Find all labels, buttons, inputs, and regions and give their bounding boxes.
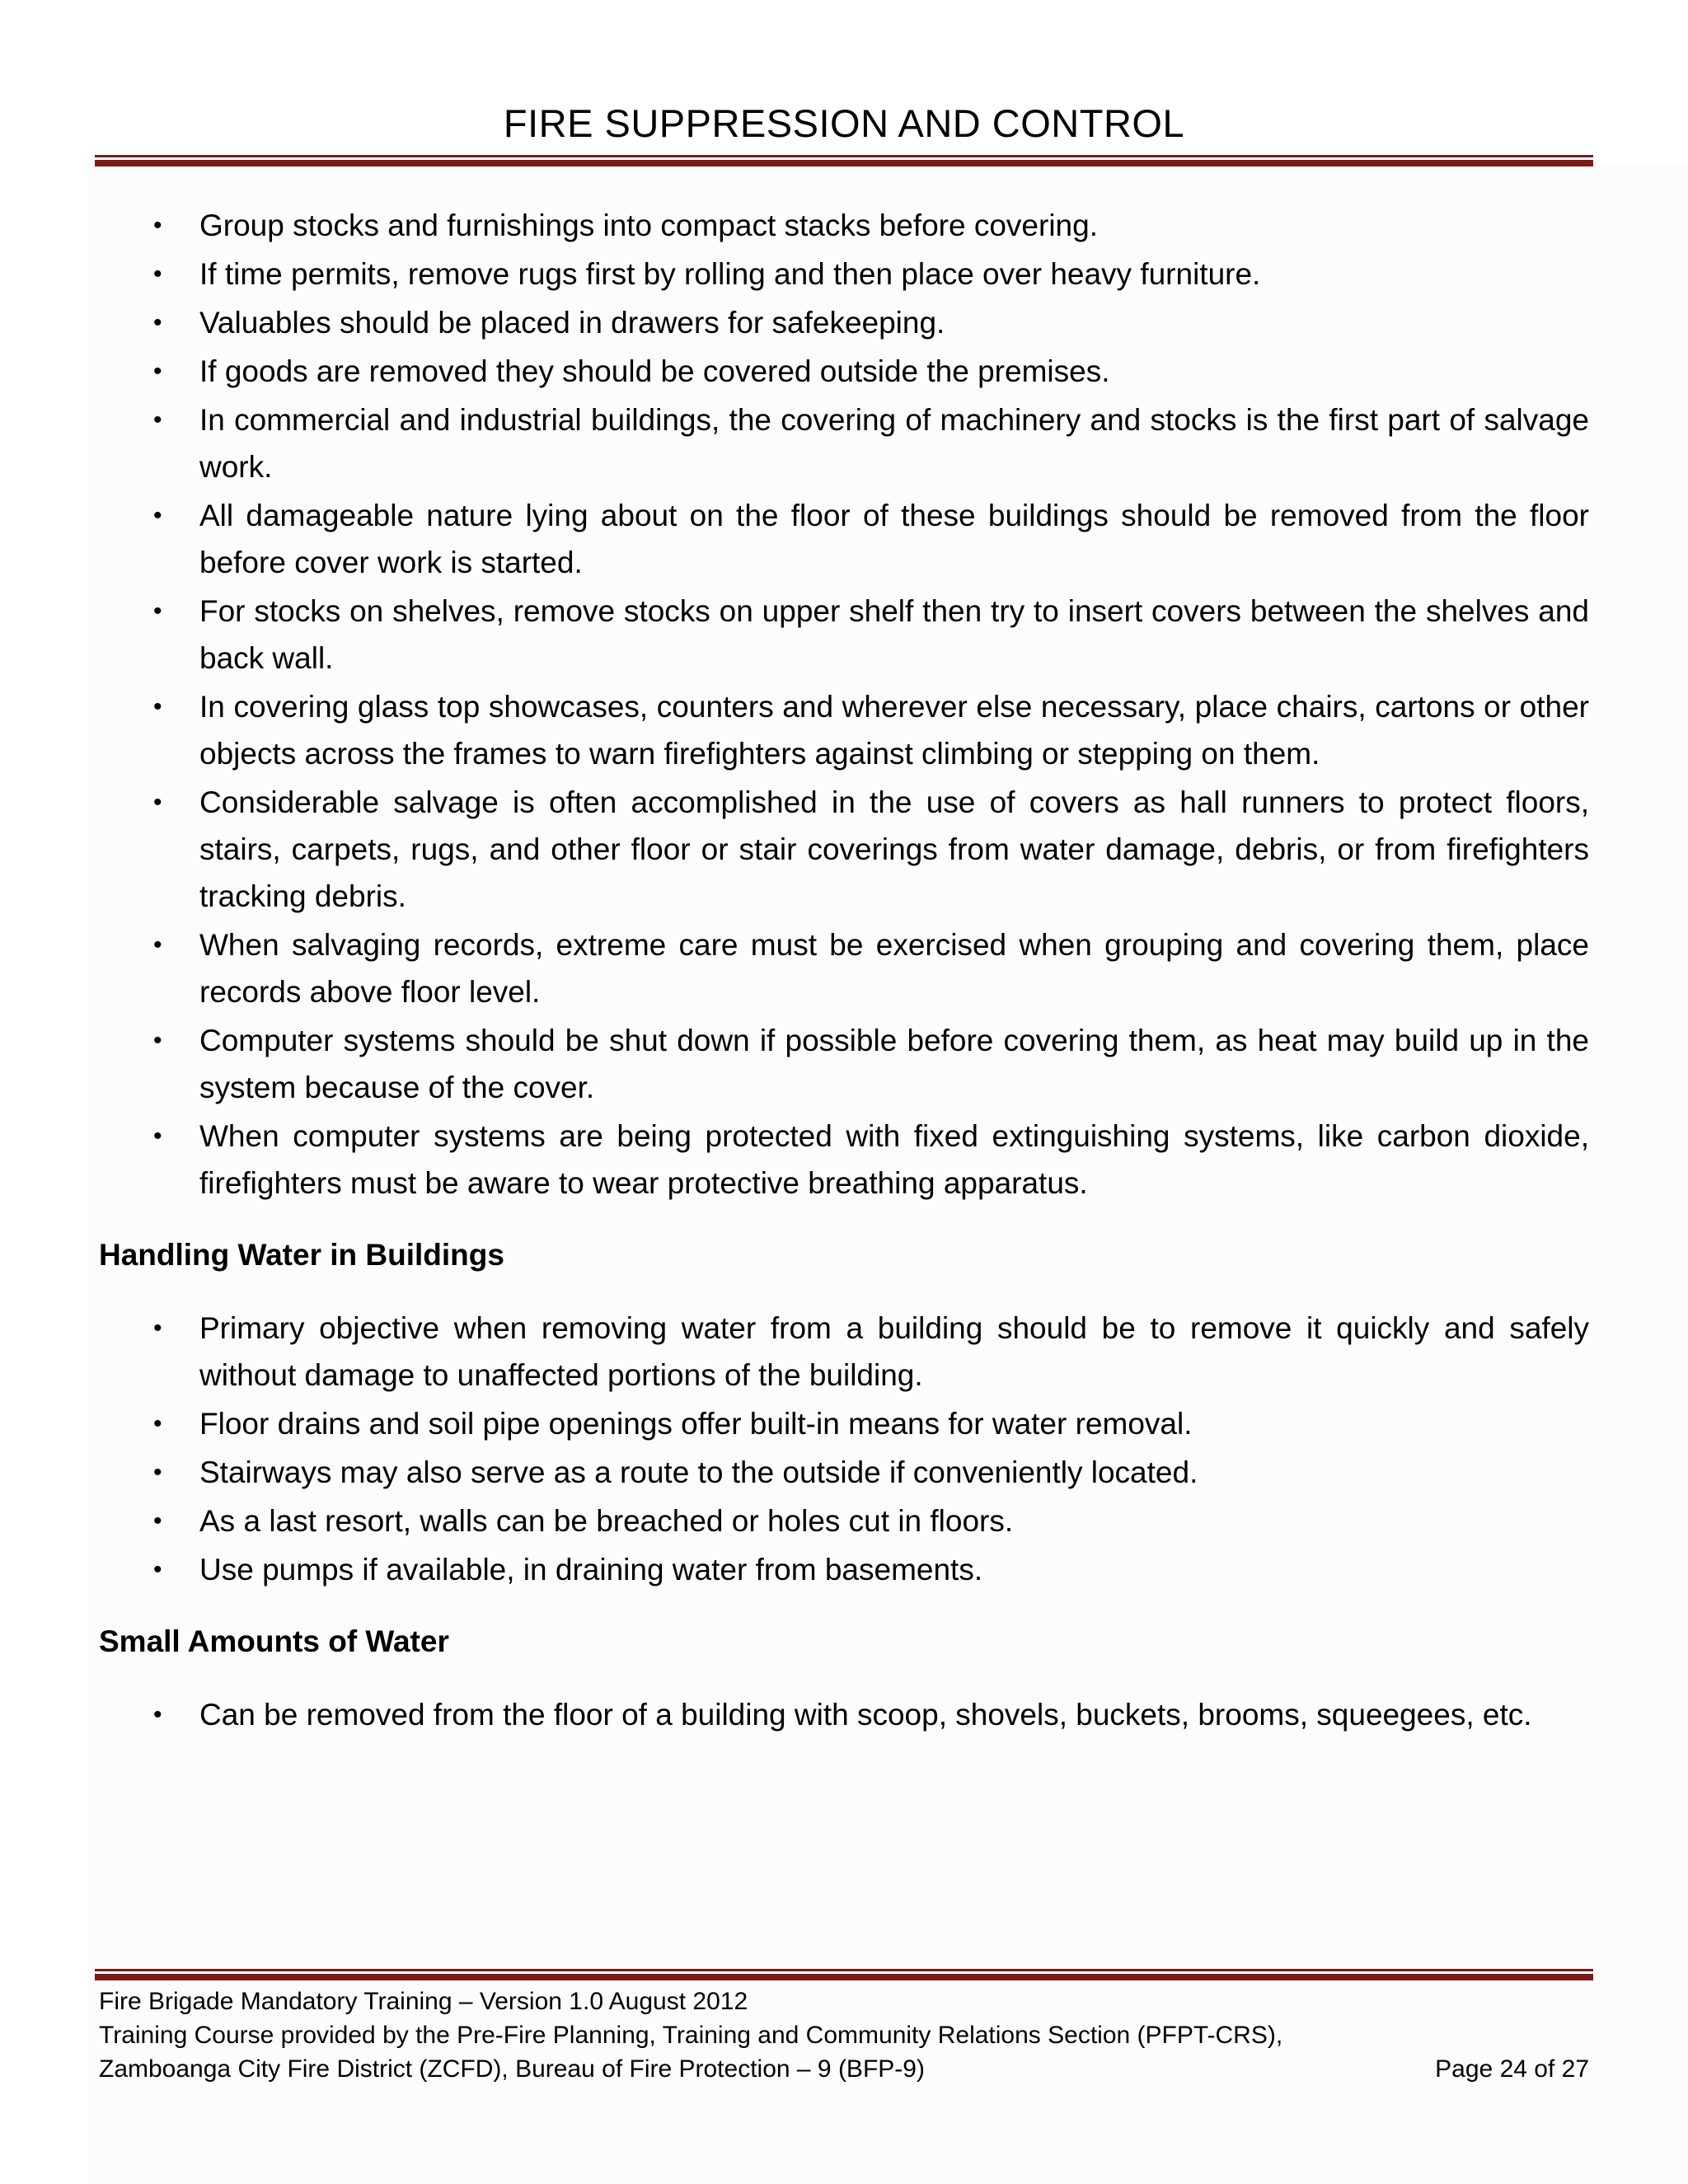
list-item: • If time permits, remove rugs first by rolling and then place over heavy furniture.	[99, 251, 1589, 298]
section-heading-handling-water: Handling Water in Buildings	[99, 1238, 504, 1272]
bullet-icon: •	[153, 502, 162, 529]
page-footer	[99, 1985, 1589, 2086]
footer-rule	[95, 1969, 1593, 1980]
list-item: • If goods are removed they should be covered outside the premises.	[99, 348, 1589, 395]
bullet-icon: •	[153, 931, 162, 958]
list-item: • Group stocks and furnishings into compact stacks before covering.	[99, 202, 1589, 249]
list-item: • When computer systems are being protected with fixed extinguishing systems, like carbon dioxide, firefighters must be aware to wear protective breathing apparatus.	[99, 1113, 1589, 1207]
header-rule	[95, 155, 1593, 166]
section-heading-small-amounts: Small Amounts of Water	[99, 1624, 449, 1658]
list-item: • In commercial and industrial buildings, the covering of machinery and stocks is the first part of salvage work.	[99, 396, 1589, 490]
bullet-icon: •	[153, 1027, 162, 1054]
bullet-icon: •	[153, 1701, 162, 1728]
list-item: • Primary objective when removing water from a building should be to remove it quickly and safely without damage to unaffected portions of the building.	[99, 1305, 1589, 1399]
list-item: • As a last resort, walls can be breached or holes cut in floors.	[99, 1497, 1589, 1544]
handling-water-list	[99, 1305, 1589, 1593]
list-item: • All damageable nature lying about on the floor of these buildings should be removed from the floor before cover work is started.	[99, 492, 1589, 586]
list-item: • Computer systems should be shut down if possible before covering them, as heat may build up in the system because of the cover.	[99, 1017, 1589, 1111]
list-item: • Considerable salvage is often accomplished in the use of covers as hall runners to protect floors, stairs, carpets, rugs, and other floor or stair coverings from water damage, debris, or from firefighters tracking debris.	[99, 779, 1589, 920]
bullet-icon: •	[153, 1459, 162, 1486]
bullet-icon: •	[153, 406, 162, 434]
list-item: • Floor drains and soil pipe openings offer built-in means for water removal.	[99, 1400, 1589, 1447]
bullet-icon: •	[153, 693, 162, 720]
bullet-icon: •	[153, 1507, 162, 1535]
footer-district: Zamboanga City Fire District (ZCFD), Bureau of Fire Protection – 9 (BFP-9)	[99, 2055, 925, 2083]
bullet-icon: •	[153, 358, 162, 385]
document-body	[99, 202, 1589, 1740]
bullet-icon: •	[153, 212, 162, 239]
footer-course-version: Fire Brigade Mandatory Training – Version 1.0 August 2012	[99, 1988, 748, 2015]
list-item: • Can be removed from the floor of a building with scoop, shovels, buckets, brooms, squeegees, etc.	[99, 1691, 1589, 1738]
list-item: • In covering glass top showcases, counters and wherever else necessary, place chairs, cartons or other objects across the frames to warn firefighters against climbing or stepping on them.	[99, 683, 1589, 777]
salvage-covering-list	[99, 202, 1589, 1207]
small-amounts-list	[99, 1691, 1589, 1738]
bullet-icon: •	[153, 309, 162, 336]
page-header-title: FIRE SUPPRESSION AND CONTROL	[503, 101, 1185, 145]
bullet-icon: •	[153, 260, 162, 288]
page-number: Page 24 of 27	[1435, 2055, 1589, 2083]
list-item: • For stocks on shelves, remove stocks on upper shelf then try to insert covers between the shelves and back wall.	[99, 588, 1589, 682]
bullet-icon: •	[153, 1315, 162, 1342]
bullet-icon: •	[153, 1410, 162, 1437]
bullet-icon: •	[153, 1122, 162, 1150]
bullet-icon: •	[153, 1556, 162, 1583]
list-item: • When salvaging records, extreme care must be exercised when grouping and covering them, place records above floor level.	[99, 921, 1589, 1015]
list-item: • Stairways may also serve as a route to the outside if conveniently located.	[99, 1449, 1589, 1496]
list-item: • Valuables should be placed in drawers for safekeeping.	[99, 299, 1589, 346]
footer-provider: Training Course provided by the Pre-Fire Planning, Training and Community Relations Section (PFPT-CRS),	[99, 2022, 1283, 2049]
bullet-icon: •	[153, 789, 162, 816]
bullet-icon: •	[153, 598, 162, 625]
list-item: • Use pumps if available, in draining water from basements.	[99, 1546, 1589, 1593]
